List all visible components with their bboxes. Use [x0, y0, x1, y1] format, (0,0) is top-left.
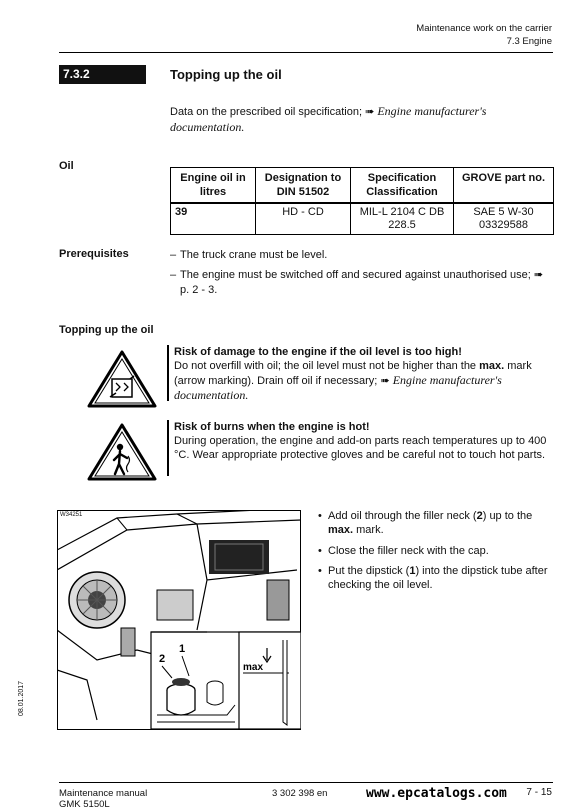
footer-left	[59, 788, 147, 810]
page-reference: ➠ p. 2 - 3.	[180, 269, 544, 296]
print-date: 08.01.2017	[18, 680, 25, 716]
warning-text-cont: mark (arrow marking). Drain off oil if necessary;	[174, 360, 532, 387]
max-mark: max.	[479, 360, 505, 372]
max-mark: max.	[328, 524, 354, 536]
intro-reference: Engine manufacturer's documentation.	[170, 104, 487, 134]
part-number: 2	[476, 510, 483, 522]
engine-oil-figure	[57, 510, 301, 730]
warning-text: Do not overfill with oil; the oil level must not be higher than the	[174, 360, 480, 372]
cell-part-no: SAE 5 W-30 03329588	[454, 203, 554, 235]
figure-id: W34251	[60, 512, 83, 518]
step-text: mark.	[353, 524, 384, 536]
warning-bar	[167, 345, 169, 401]
footer-manual: Maintenance manual	[59, 788, 148, 799]
warning-title: Risk of burns when the engine is hot!	[174, 421, 370, 433]
col-designation: Designation to DIN 51502	[256, 168, 351, 204]
intro-paragraph	[170, 104, 530, 136]
oil-label: Oil	[59, 160, 74, 172]
header-section: 7.3 Engine	[506, 36, 552, 47]
bullet-marker: •	[318, 565, 322, 577]
footer-rule	[59, 782, 553, 783]
page-number: 7 - 15	[526, 787, 552, 798]
oil-spec-table	[170, 167, 554, 235]
step-item	[318, 509, 550, 537]
step-text: Add oil through the filler neck (	[328, 510, 477, 522]
warning-title: Risk of damage to the engine if the oil level is too high!	[174, 346, 462, 358]
step-text: ) into the dipstick tube after checking the oil level.	[328, 565, 548, 591]
warning-damage	[174, 345, 554, 403]
section-number: 7.3.2	[59, 65, 146, 84]
cell-specification: MIL-L 2104 C DB 228.5	[351, 203, 454, 235]
dash-marker: –	[170, 249, 177, 261]
dash-marker: –	[170, 269, 177, 281]
step-item	[318, 544, 550, 558]
hot-surface-warning-icon	[86, 422, 158, 482]
warning-reference: Engine manufacturer's documentation.	[174, 373, 502, 402]
prerequisite-item	[170, 248, 550, 263]
reference-arrow-icon: ➠	[380, 374, 390, 387]
prerequisite-text: The engine must be switched off and secured against unauthorised use;	[180, 269, 534, 281]
bullet-marker: •	[318, 510, 322, 522]
header-chapter: Maintenance work on the carrier	[416, 23, 552, 34]
running-header	[416, 22, 552, 48]
section-title: Topping up the oil	[170, 67, 282, 82]
figure-label-2: 2	[159, 653, 166, 665]
prerequisite-text: The truck crane must be level.	[180, 249, 328, 261]
warning-bar	[167, 420, 169, 476]
warning-text: During operation, the engine and add-on parts reach temperatures up to 400 °C. Wear appropriate protective gloves and be careful not to touch hot parts.	[174, 435, 547, 461]
step-item	[318, 564, 550, 592]
table-row	[171, 203, 554, 235]
warning-burns	[174, 420, 554, 462]
reference-arrow-icon: ➠	[365, 105, 375, 118]
cell-litres: 39	[171, 203, 256, 235]
part-number: 1	[409, 565, 416, 577]
header-rule	[59, 52, 553, 53]
intro-text: Data on the prescribed oil specification;	[170, 106, 366, 118]
watermark: www.epcatalogs.com	[366, 786, 507, 801]
col-specification: Specification Classification	[351, 168, 454, 204]
max-marking-label: max	[243, 662, 264, 673]
footer-model: GMK 5150L	[59, 799, 110, 810]
footer-doc-number: 3 302 398 en	[272, 788, 328, 799]
figure-label-1: 1	[179, 643, 186, 655]
col-grove-part: GROVE part no.	[454, 168, 554, 204]
topping-label: Topping up the oil	[59, 324, 154, 336]
cell-designation: HD - CD	[256, 203, 351, 235]
bullet-marker: •	[318, 545, 322, 557]
step-text: Close the filler neck with the cap.	[328, 545, 489, 557]
prerequisite-item	[170, 268, 550, 298]
step-text: ) up to the	[482, 510, 533, 522]
prerequisites-label: Prerequisites	[59, 248, 129, 260]
step-text: Put the dipstick (	[328, 565, 410, 577]
col-engine-oil: Engine oil in litres	[171, 168, 256, 204]
damage-warning-icon	[86, 349, 158, 409]
